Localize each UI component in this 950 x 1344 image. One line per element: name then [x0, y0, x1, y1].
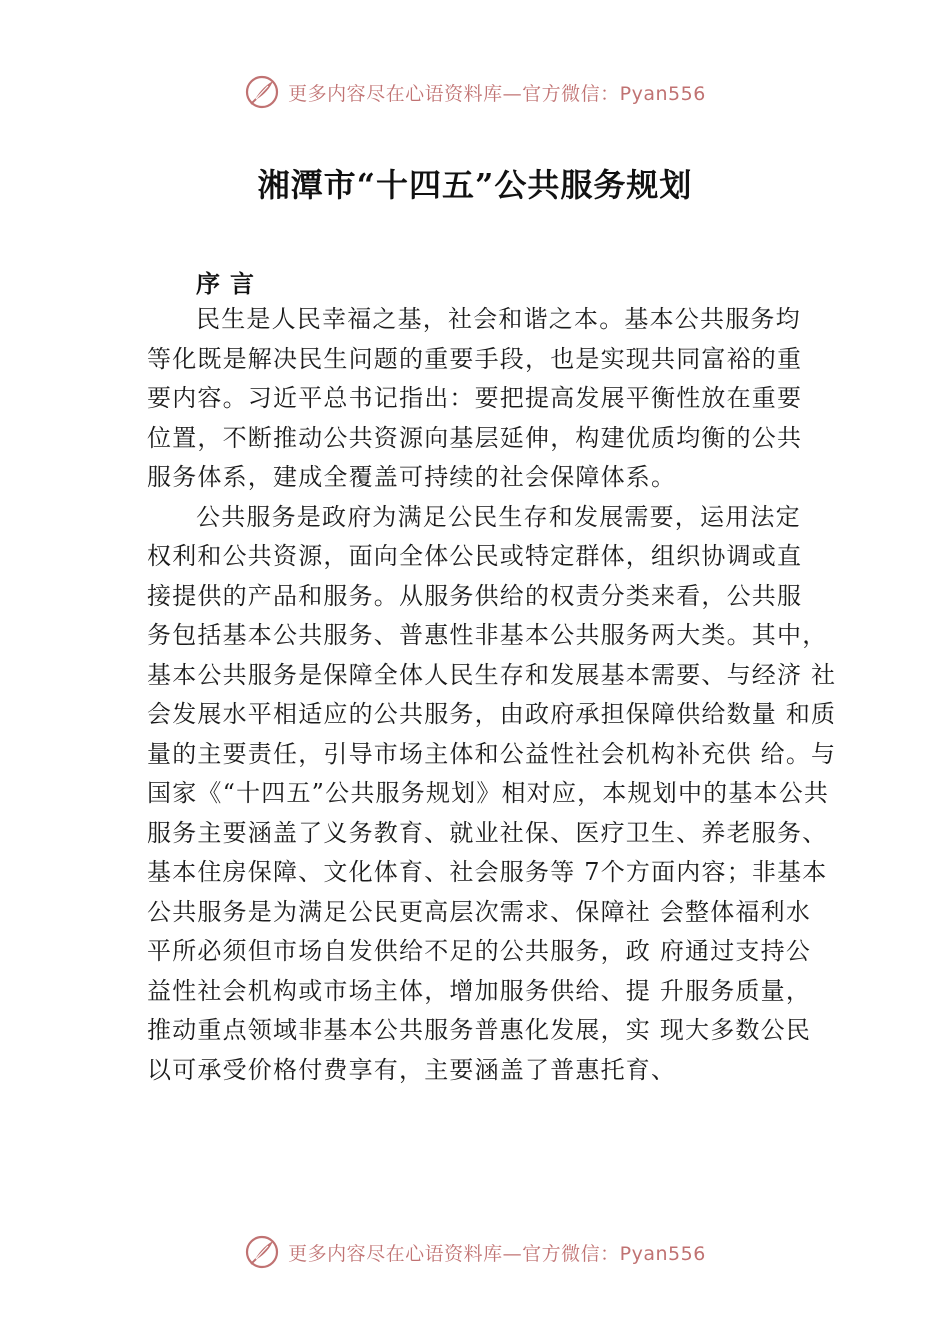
body-text: [147, 300, 837, 1090]
footer-watermark: [0, 1230, 950, 1274]
section-heading: 序言: [196, 269, 264, 298]
text-line: 基本公共服务是保障全体人民生存和发展基本需要、与经济 社: [147, 660, 837, 689]
text-line: 平所必须但市场自发供给不足的公共服务，政 府通过支持公: [147, 937, 812, 965]
text-line: 益性社会机构或市场主体，增加服务供给、提 升服务质量，: [147, 976, 812, 1005]
document-title: 湘潭市“十四五”公共服务规划: [257, 166, 693, 204]
feather-logo-icon: [244, 74, 280, 110]
text-line: 量的主要责任，引导市场主体和公益性社会机构补充供 给。与: [147, 739, 837, 768]
watermark-text: 更多内容尽在心语资料库—官方微信：Pyan556: [288, 82, 706, 105]
feather-logo-icon: [244, 1234, 280, 1270]
text-line: 服务主要涵盖了义务教育、就业社保、医疗卫生、养老服务、: [147, 818, 828, 847]
wechat-id: Pyan556: [619, 82, 706, 105]
text-line: 服务体系，建成全覆盖可持续的社会保障体系。: [147, 463, 677, 491]
text-line: 推动重点领域非基本公共服务普惠化发展，实 现大多数公民: [147, 1016, 812, 1044]
wechat-id: Pyan556: [619, 1242, 706, 1265]
text-line: 以可承受价格付费享有，主要涵盖了普惠托育、: [147, 1055, 677, 1084]
text-line: 国家《“十四五”公共服务规划》相对应，本规划中的基本公共: [147, 779, 830, 807]
text-line: 接提供的产品和服务。从服务供给的权责分类来看，公共服: [147, 581, 803, 610]
text-line: 基本住房保障、文化体育、社会服务等 7个方面内容；非基本: [147, 858, 828, 886]
text-line: 等化既是解决民生问题的重要手段，也是实现共同富裕的重: [147, 344, 803, 373]
text-line: 务包括基本公共服务、普惠性非基本公共服务两大类。其中，: [147, 621, 828, 649]
text-line: 会发展水平相适应的公共服务，由政府承担保障供给数量 和质: [147, 700, 837, 728]
text-line: 公共服务是政府为满足公民生存和发展需要，运用法定: [196, 502, 801, 531]
text-line: 权利和公共资源，面向全体公民或特定群体，组织协调或直: [147, 542, 803, 570]
header-watermark: [0, 70, 950, 114]
text-line: 民生是人民幸福之基，社会和谐之本。基本公共服务均: [196, 305, 801, 333]
text-line: 要内容。习近平总书记指出：要把提高发展平衡性放在重要: [147, 384, 803, 412]
text-line: 公共服务是为满足公民更高层次需求、保障社 会整体福利水: [147, 897, 812, 926]
text-line: 位置，不断推动公共资源向基层延伸，构建优质均衡的公共: [147, 423, 803, 452]
watermark-text: 更多内容尽在心语资料库—官方微信：Pyan556: [288, 1242, 706, 1265]
